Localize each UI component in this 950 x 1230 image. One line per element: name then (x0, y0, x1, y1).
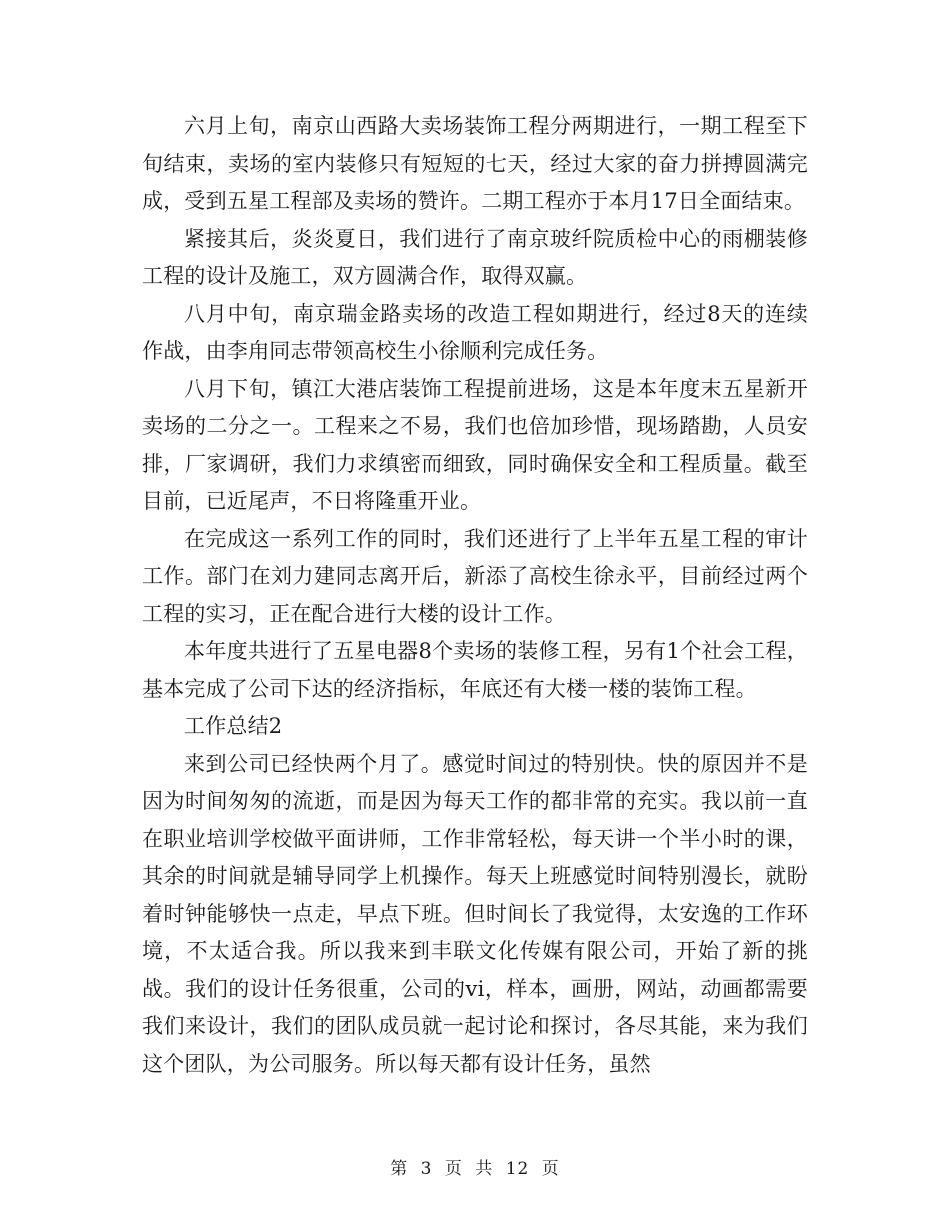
section-heading: 工作总结2 (184, 714, 283, 738)
paragraph-annual: 本年度共进行了五星电器8个卖场的装修工程，另有1个社会工程，基本完成了公司下达的经济指标，年底还有大楼一楼的装饰工程。 (142, 639, 808, 701)
paragraph-june: 六月上旬，南京山西路大卖场装饰工程分两期进行，一期工程至下旬结束，卖场的室内装修只有短短的七天，经过大家的奋力拼搏圆满完成，受到五星工程部及卖场的赞许。二期工程亦于本月17日全面结束。 (142, 114, 808, 213)
paragraph-late-august: 八月下旬，镇江大港店装饰工程提前进场，这是本年度末五星新开卖场的二分之一。工程来之不易，我们也倍加珍惜，现场踏勘，人员安排，厂家调研，我们力求缜密而细致，同时确保安全和工程质量。截至目前，已近尾声，不日将隆重开业。 (142, 376, 808, 513)
paragraph-summary-2: 来到公司已经快两个月了。感觉时间过的特别快。快的原因并不是因为时间匆匆的流逝，而是因为每天工作的都非常的充实。我以前一直在职业培训学校做平面讲师，工作非常轻松，每天讲一个半小时的课，其余的时间就是辅导同学上机操作。每天上班感觉时间特别漫长，就盼着时钟能够快一点走，早点下班。但时间长了我觉得，太安逸的工作环境，不太适合我。所以我来到丰联文化传媒有限公司，开始了新的挑战。我们的设计任务很重，公司的vi，样本，画册，网站，动画都需要我们来设计，我们的团队成员就一起讨论和探讨，各尽其能，来为我们这个团队，为公司服务。所以每天都有设计任务，虽然 (142, 751, 808, 1076)
page-footer: 第 3 页 共 12 页 (390, 1159, 560, 1179)
paragraph-audit: 在完成这一系列工作的同时，我们还进行了上半年五星工程的审计工作。部门在刘力建同志离开后，新添了高校生徐永平，目前经过两个工程的实习，正在配合进行大楼的设计工作。 (142, 526, 808, 626)
document-body (142, 108, 808, 1083)
paragraph-summer: 紧接其后，炎炎夏日，我们进行了南京玻纤院质检中心的雨棚装修工程的设计及施工，双方圆满合作，取得双赢。 (142, 226, 808, 288)
paragraph-mid-august: 八月中旬，南京瑞金路卖场的改造工程如期进行，经过8天的连续作战，由李甪同志带领高校生小徐顺利完成任务。 (142, 301, 808, 363)
